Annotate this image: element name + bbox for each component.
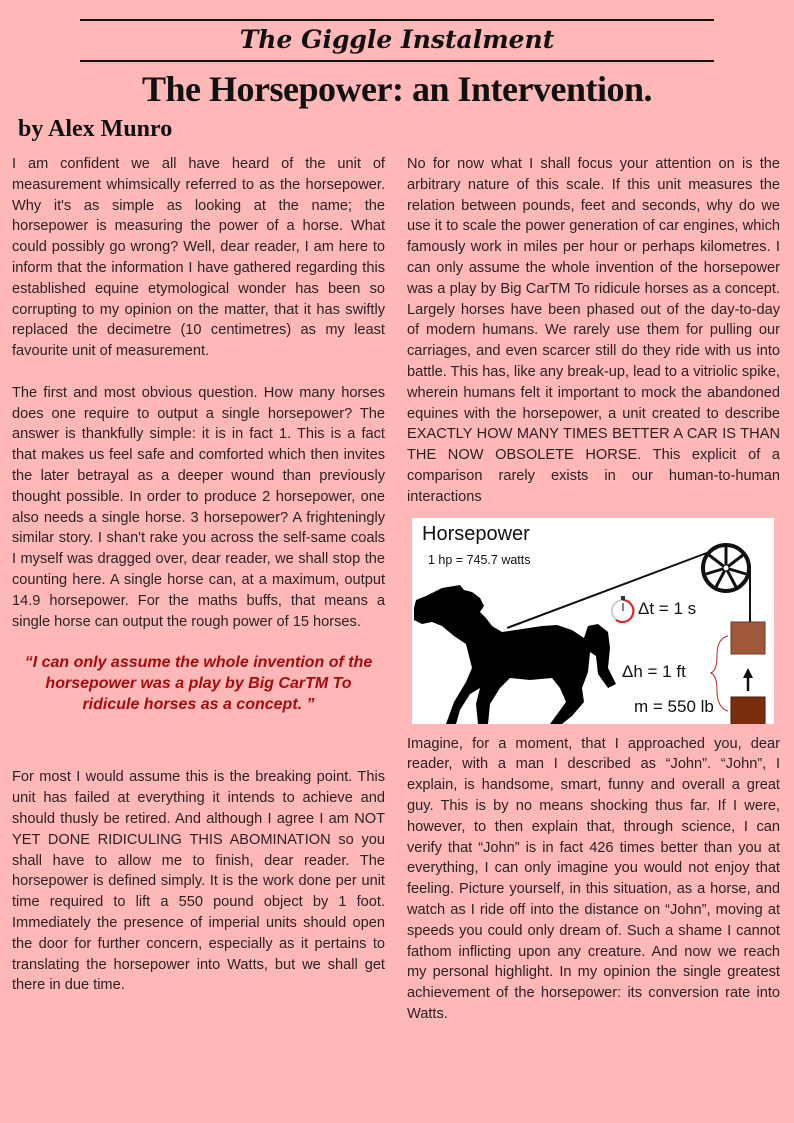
diagram-subtitle: 1 hp = 745.7 watts <box>428 552 531 567</box>
paragraph-counting: The first and most obvious question. How many horses does one require to output a single horsepower? The answer is thankfully simple: it is in fact 1. This is a fact that makes us feel safe and comforted which then invites the later betrayal as a deeper wound than previously thought possible. In order to produce 2 horsepower, one also needs a single horse. 3 horsepower? A frighteningly similar story. I shan't rake you across the self-same coals I myself was dragged over, dear reader, we shall stop the counting here. A single horse can, at a maximum, output 14.9 horsepower. For the maths buffs, that means a single horse can output the rough power of 15 horses. <box>12 384 385 630</box>
pullquote: “I can only assume the whole invention of the horsepower was a play by Big CarTM To ridicule horses as a concept. ” <box>24 654 373 714</box>
pulley-wheel-icon <box>703 545 749 591</box>
right-column <box>407 154 780 1025</box>
horse-silhouette-icon <box>414 585 616 724</box>
paragraph-arbitrary-scale: No for now what I shall focus your attention on is the arbitrary nature of this scale. If this unit measures the relation between pounds, feet and seconds, why do we use it to scale the power generation of car engines, which famously work in miles per hour or perhaps kilometres. I can only assume the whole invention of the horsepower was a play by Big CarTM To ridicule horses as a concept. Largely horses have been phased out of the day-to-day of modern humans. We rarely use them for pulling our carriages, and even scarcer still do they ride with us into battle. This has, like any break-up, lead to a vitriolic spike, wherein humans felt it important to mock the abandoned equines with the horsepower, a unit created to describe EXACTLY HOW MANY TIMES BETTER A CAR IS THAN THE NOW OBSOLETE HORSE. This explicit of a comparison rarely exists in our human-to-human interactions <box>407 156 780 505</box>
stopwatch-icon <box>612 596 634 622</box>
time-label: Δt = 1 s <box>638 598 697 618</box>
horsepower-diagram <box>412 518 774 724</box>
diagram-graphics <box>412 518 774 724</box>
up-arrow-icon <box>743 668 753 691</box>
paragraph-definition: For most I would assume this is the breaking point. This unit has failed at everything it intends to achieve and should thusly be retired. And although I agree I am NOT YET DONE RIDICULING THIS ABOMINATION so you shall have to allow me to finish, dear reader. The horsepower is defined simply. It is the work done per unit time required to lift a 550 pound object by 1 foot. Immediately the presence of imperial units should open the door for further concern, especially as it pertains to translating the horsepower into Watts, but we shall get there in due time. <box>12 769 385 994</box>
paragraph-intro: I am confident we all have heard of the unit of measurement whimsically referred to as the horsepower. Why it's as simple as looking at the name; the horsepower is measuring the power of a horse. What could possibly go wrong? Well, dear reader, I am here to inform that the information I have gathered regarding this established equine etymological wonder has been so corrupting to my opinion on the matter, that it has swiftly replaced the decimetre (10 centimetres) as my least favourite unit of measurement. <box>12 156 385 360</box>
ground-box-icon <box>731 697 765 724</box>
byline: by Alex Munro <box>18 116 173 142</box>
masthead-bottom-rule <box>80 60 714 62</box>
height-label: Δh = 1 ft <box>622 661 686 681</box>
article-headline: The Horsepower: an Intervention. <box>142 69 652 109</box>
masthead: The Giggle Instalment <box>239 25 555 54</box>
paragraph-john: Imagine, for a moment, that I approached you, dear reader, with a man I described as “John”. “John”, I explain, is handsome, smart, funny and overall a great guy. This is by no means shocking thus far. If I were, however, to then explain that, through science, I can verify that “John” is in fact 426 times better than you at everything, I can only imagine you would not enjoy that feeling. Picture yourself, in this situation, as a horse, and watch as I ride off into the distance on “John”, moving at speeds you could only dream of. Such a shame I cannot fathom inflicting upon any creature. And now we reach my personal highlight. In my opinion the single greatest achievement of the horsepower: its conversion rate into Watts. <box>407 735 780 1022</box>
lifted-box-icon <box>731 622 765 654</box>
left-column <box>12 154 385 996</box>
mass-label: m = 550 lb <box>634 696 714 716</box>
diagram-title: Horsepower <box>422 522 530 545</box>
